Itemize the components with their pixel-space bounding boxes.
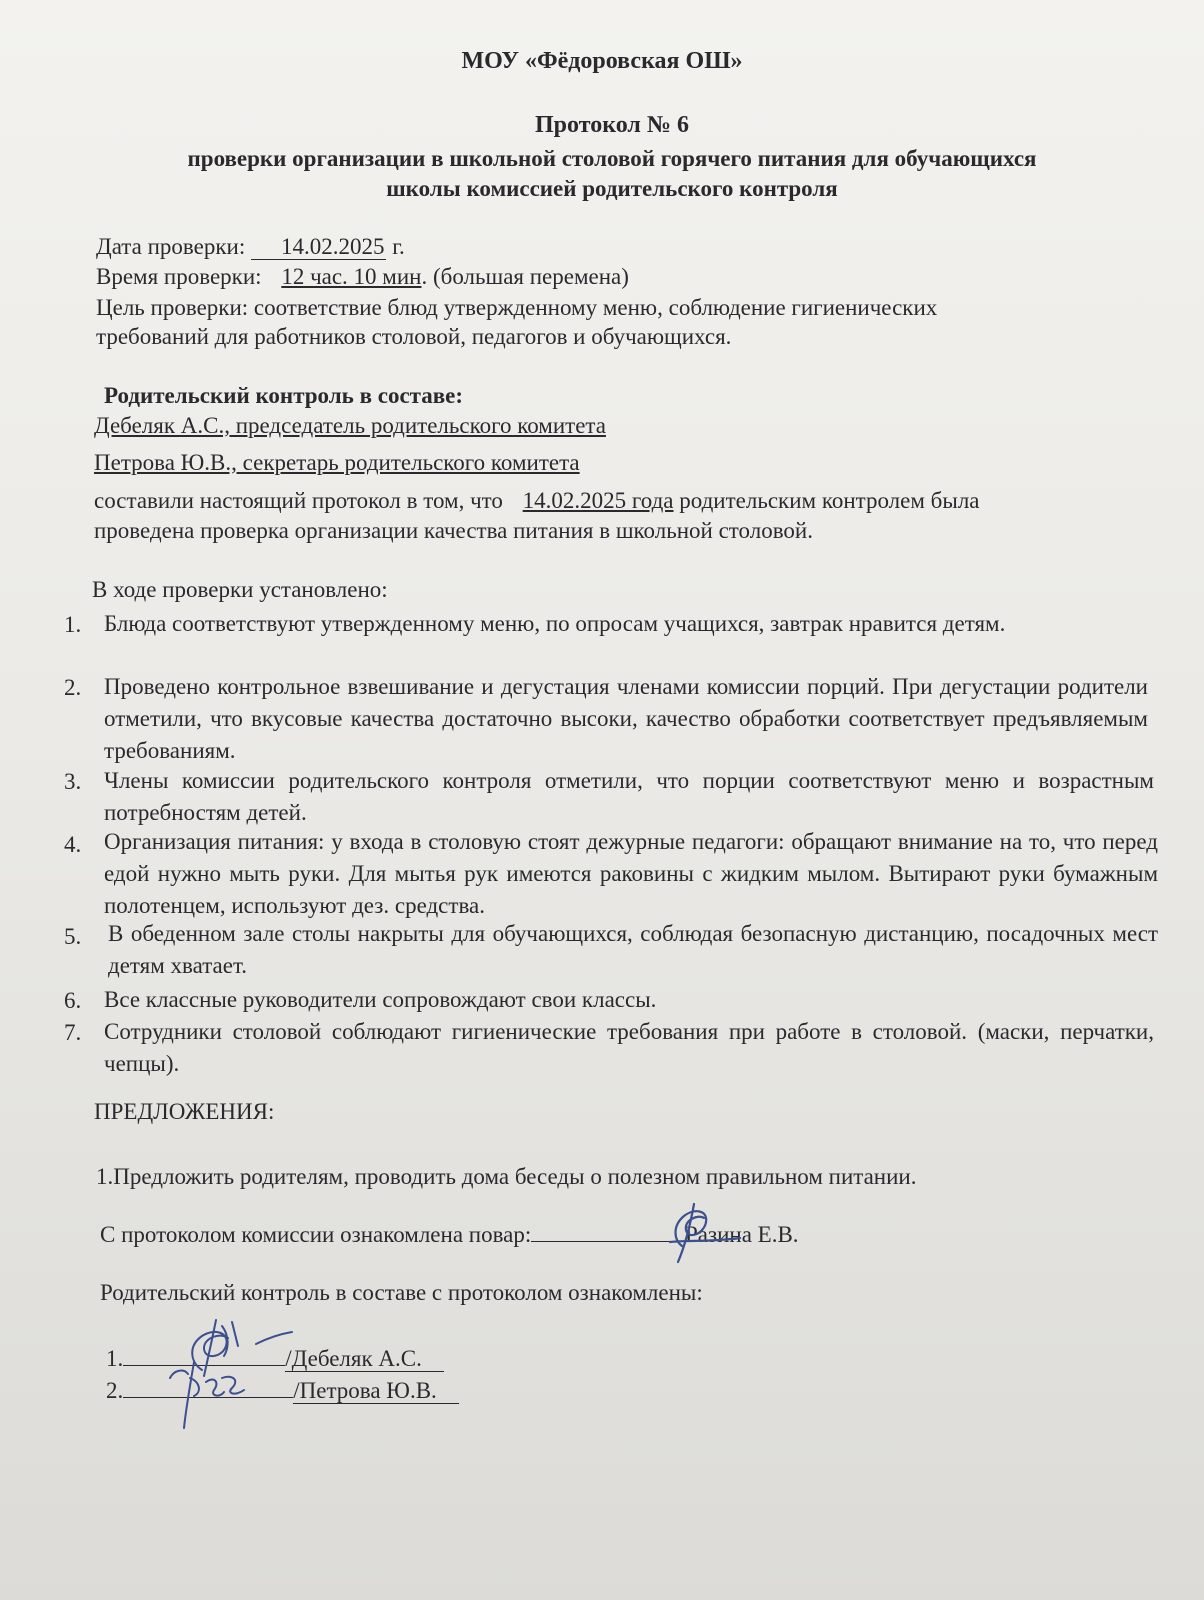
members-acknowledgement-label: Родительский контроль в составе с протоколом ознакомлены: <box>100 1280 703 1305</box>
statement-suffix: родительским контролем была <box>679 488 980 513</box>
cook-signature-line <box>531 1223 679 1242</box>
proposal-1: 1.Предложить родителям, проводить дома беседы о полезном правильном питании. <box>96 1164 917 1189</box>
finding-7-text: Сотрудники столовой соблюдают гигиенические требования при работе в столовой. (маски, перчатки, чепцы). <box>104 1019 1154 1076</box>
protocol-title: Протокол № 6 <box>535 112 689 138</box>
cook-signature <box>664 1196 744 1271</box>
commission-heading: Родительский контроль в составе: <box>104 383 464 408</box>
check-date <box>96 234 405 260</box>
protocol-subtitle-line1: проверки организации в школьной столовой горячего питания для обучающихся <box>187 146 1037 171</box>
finding-2-text: Проведено контрольное взвешивание и дегустация членами комиссии порций. При дегустации родители отметили, что вкусовые качества достаточно высоки, качество обработки соответствует предъявляемым требованиям. <box>104 674 1148 763</box>
protocol-subtitle-line2: школы комиссией родительского контроля <box>386 176 838 201</box>
check-goal-line2: требований для работников столовой, педагогов и обучающихся. <box>96 324 732 349</box>
check-time-value: 12 час. 10 мин <box>281 264 422 289</box>
cook-name: Разина Е.В. <box>685 1222 799 1247</box>
finding-3-text: Члены комиссии родительского контроля отметили, что порции соответствуют меню и возрастным потребностям детей. <box>104 768 1154 825</box>
finding-4-number: 4. <box>64 832 82 857</box>
statement-date: 14.02.2025 года <box>522 488 674 513</box>
commission-statement-line1 <box>94 488 980 514</box>
check-date-label: Дата проверки: <box>96 234 246 259</box>
commission-member-2: Петрова Ю.В., секретарь родительского комитета <box>94 450 580 475</box>
finding-7-number: 7. <box>64 1020 82 1045</box>
member-1-number: 1. <box>106 1346 124 1371</box>
finding-2-number: 2. <box>64 675 82 700</box>
proposals-heading: ПРЕДЛОЖЕНИЯ: <box>94 1099 275 1124</box>
findings-heading: В ходе проверки установлено: <box>92 577 388 602</box>
school-name: МОУ «Фёдоровская ОШ» <box>461 48 743 74</box>
member-2-name: /Петрова Ю.В. <box>293 1378 459 1404</box>
check-date-value: 14.02.2025 <box>251 235 387 260</box>
member-1-name: /Дебеляк А.С. <box>285 1346 444 1372</box>
commission-member-1: Дебеляк А.С., председатель родительского комитета <box>94 413 606 438</box>
finding-5-text: В обеденном зале столы накрыты для обучающихся, соблюдая безопасную дистанцию, посадочных мест детям хватает. <box>108 921 1158 978</box>
finding-6-number: 6. <box>64 988 82 1013</box>
finding-6-text: Все классные руководители сопровождают свои классы. <box>104 987 657 1012</box>
finding-1-number: 1. <box>64 612 82 637</box>
member-2-signature <box>160 1352 260 1437</box>
cook-label: С протоколом комиссии ознакомлена повар: <box>100 1222 532 1247</box>
check-time-label: Время проверки: <box>96 264 262 289</box>
check-goal-line1: Цель проверки: соответствие блюд утвержденному меню, соблюдение гигиенических <box>96 295 938 320</box>
finding-3-number: 3. <box>64 769 82 794</box>
commission-statement-line2: проведена проверка организации качества питания в школьной столовой. <box>94 518 813 543</box>
statement-prefix: составили настоящий протокол в том, что <box>94 488 503 513</box>
check-date-suffix: г. <box>392 234 405 259</box>
finding-4-text: Организация питания: у входа в столовую стоят дежурные педагоги: обращают внимание на то, что перед едой нужно мыть руки. Для мытья рук имеются раковины с жидким мылом. Вытирают руки бумажным полотенцем, используют дез. средства. <box>104 829 1158 918</box>
check-time-suffix: . (большая перемена) <box>421 264 629 289</box>
member-2-number: 2. <box>106 1378 124 1403</box>
finding-5-number: 5. <box>64 924 82 949</box>
finding-1-text: Блюда соответствуют утвержденному меню, по опросам учащихся, завтрак нравится детям. <box>104 611 1006 636</box>
check-time <box>96 264 629 290</box>
